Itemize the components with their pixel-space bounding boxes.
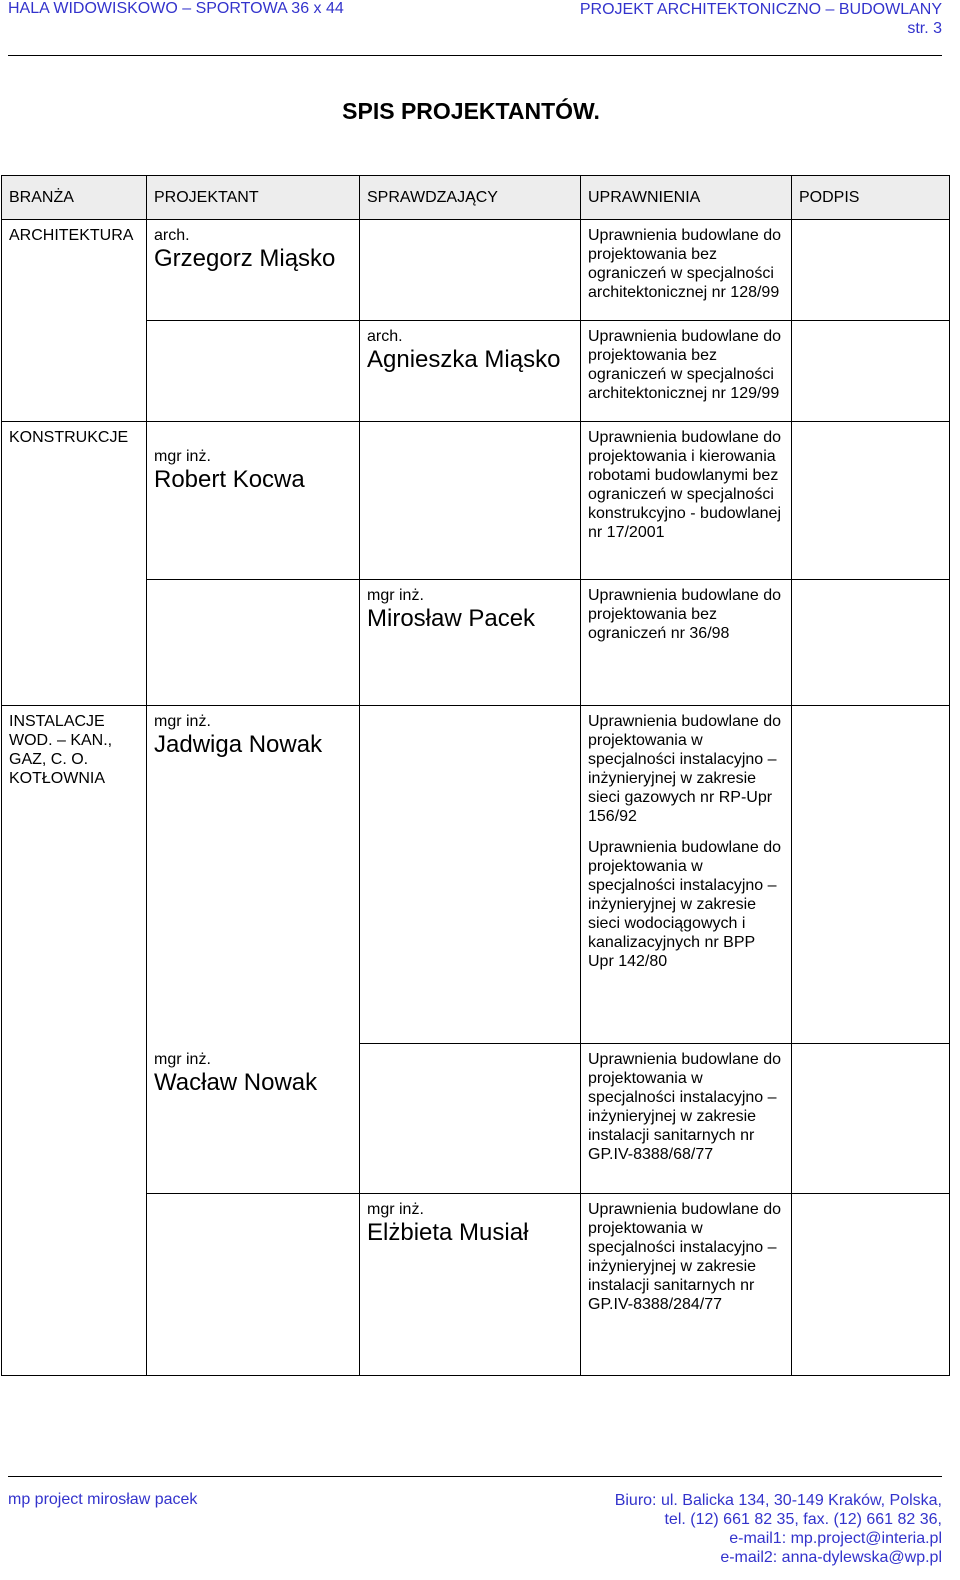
page-title: SPIS PROJEKTANTÓW. — [342, 98, 600, 124]
designer-name: Robert Kocwa — [154, 466, 305, 493]
checker-cell — [360, 580, 581, 706]
column-header-designer: PROJEKTANT — [147, 176, 360, 220]
table-row — [2, 706, 950, 1044]
checker-title: mgr inż. — [367, 587, 424, 604]
footer-email2: e-mail2: anna-dylewska@wp.pl — [720, 1549, 942, 1566]
checker-name: Elżbieta Musiał — [367, 1219, 529, 1246]
permit-cell — [581, 706, 792, 1044]
footer-phone: tel. (12) 661 82 35, fax. (12) 661 82 36, — [664, 1511, 942, 1528]
branch-cell — [2, 1044, 147, 1194]
designer-cell — [147, 422, 360, 580]
permit-text: Uprawnienia budowlane do projektowania w specjalności instalacyjno – inżynieryjnej w zakresie sieci gazowych nr RP-Upr 156/92 — [588, 713, 782, 825]
checker-title: arch. — [367, 328, 403, 345]
signature-cell — [792, 1194, 950, 1376]
branch-cell — [2, 580, 147, 706]
column-header-signature: PODPIS — [792, 176, 950, 220]
permit-cell — [581, 220, 792, 321]
designer-title: mgr inż. — [154, 713, 211, 730]
column-header-permits: UPRAWNIENIA — [581, 176, 792, 220]
permit-cell — [581, 580, 792, 706]
checker-cell — [360, 422, 581, 580]
checker-title: mgr inż. — [367, 1201, 424, 1218]
designer-cell — [147, 706, 360, 1044]
signature-cell — [792, 422, 950, 580]
branch-cell: INSTALACJE WOD. – KAN., GAZ, C. O. KOTŁOWNIA — [2, 706, 147, 1044]
table-row — [2, 580, 950, 706]
checker-cell — [360, 220, 581, 321]
signature-cell — [792, 220, 950, 321]
permit-text: Uprawnienia budowlane do projektowania bez ograniczeń w specjalności architektonicznej nr 128/99 — [588, 227, 782, 301]
footer-company: mp project mirosław pacek — [8, 1491, 198, 1508]
branch-cell — [2, 321, 147, 422]
header-project-name: HALA WIDOWISKOWO – SPORTOWA 36 x 44 — [8, 0, 344, 17]
header-project-type-label: PROJEKT ARCHITEKTONICZNO – BUDOWLANY — [579, 1, 942, 18]
permit-cell — [581, 1044, 792, 1194]
permit-text: Uprawnienia budowlane do projektowania bez ograniczeń w specjalności architektonicznej nr 129/99 — [588, 328, 782, 402]
designer-name: Grzegorz Miąsko — [154, 245, 336, 272]
signature-cell — [792, 321, 950, 422]
column-header-checker: SPRAWDZAJĄCY — [360, 176, 581, 220]
signature-cell — [792, 1044, 950, 1194]
permit-text: Uprawnienia budowlane do projektowania i kierowania robotami budowlanymi bez ograniczeń w specjalności konstrukcyjno - budowlanej nr 17/2001 — [588, 429, 782, 541]
designer-title: mgr inż. — [154, 448, 211, 465]
table-row — [2, 220, 950, 321]
designer-cell — [147, 321, 360, 422]
page-footer — [8, 1476, 942, 1566]
signature-cell — [792, 706, 950, 1044]
table-header-row — [2, 176, 950, 220]
column-header-branch: BRANŻA — [2, 176, 147, 220]
permit-text: Uprawnienia budowlane do projektowania w specjalności instalacyjno – inżynieryjnej w zakresie instalacji sanitarnych nr GP.IV-8388/68/77 — [588, 1051, 782, 1163]
designer-cell — [147, 220, 360, 321]
branch-cell: ARCHITEKTURA — [2, 220, 147, 321]
permit-cell — [581, 1194, 792, 1376]
table-row — [2, 321, 950, 422]
footer-email1: e-mail1: mp.project@interia.pl — [729, 1530, 942, 1547]
table-row — [2, 1194, 950, 1376]
designer-cell — [147, 580, 360, 706]
table-row — [2, 1044, 950, 1194]
signature-cell — [792, 580, 950, 706]
checker-cell — [360, 321, 581, 422]
footer-contact — [615, 1491, 942, 1567]
permit-cell — [581, 422, 792, 580]
permit-text: Uprawnienia budowlane do projektowania w specjalności instalacyjno – inżynieryjnej w zakresie instalacji sanitarnych nr GP.IV-8388/284/77 — [588, 1201, 782, 1313]
designer-name: Jadwiga Nowak — [154, 731, 323, 758]
checker-name: Agnieszka Miąsko — [367, 346, 561, 373]
header-page-number: str. 3 — [907, 20, 942, 37]
designers-table — [1, 175, 950, 1376]
table-row — [2, 422, 950, 580]
branch-cell: KONSTRUKCJE — [2, 422, 147, 580]
designer-cell — [147, 1194, 360, 1376]
designer-cell — [147, 1044, 360, 1194]
footer-address: Biuro: ul. Balicka 134, 30-149 Kraków, Polska, — [614, 1492, 942, 1509]
page-header — [8, 0, 942, 56]
designer-title: arch. — [154, 227, 190, 244]
checker-cell — [360, 1044, 581, 1194]
checker-name: Mirosław Pacek — [367, 605, 536, 632]
permit-cell — [581, 321, 792, 422]
checker-cell — [360, 1194, 581, 1376]
permit-text: Uprawnienia budowlane do projektowania bez ograniczeń nr 36/98 — [588, 587, 782, 642]
designer-title: mgr inż. — [154, 1050, 211, 1068]
checker-cell — [360, 706, 581, 1044]
header-project-type — [580, 0, 942, 38]
branch-cell — [2, 1194, 147, 1376]
permit-text: Uprawnienia budowlane do projektowania w specjalności instalacyjno – inżynieryjnej w zakresie sieci wodociągowych i kanalizacyjnych nr BPP Upr 142/80 — [588, 839, 782, 970]
designer-name: Wacław Nowak — [154, 1068, 318, 1096]
